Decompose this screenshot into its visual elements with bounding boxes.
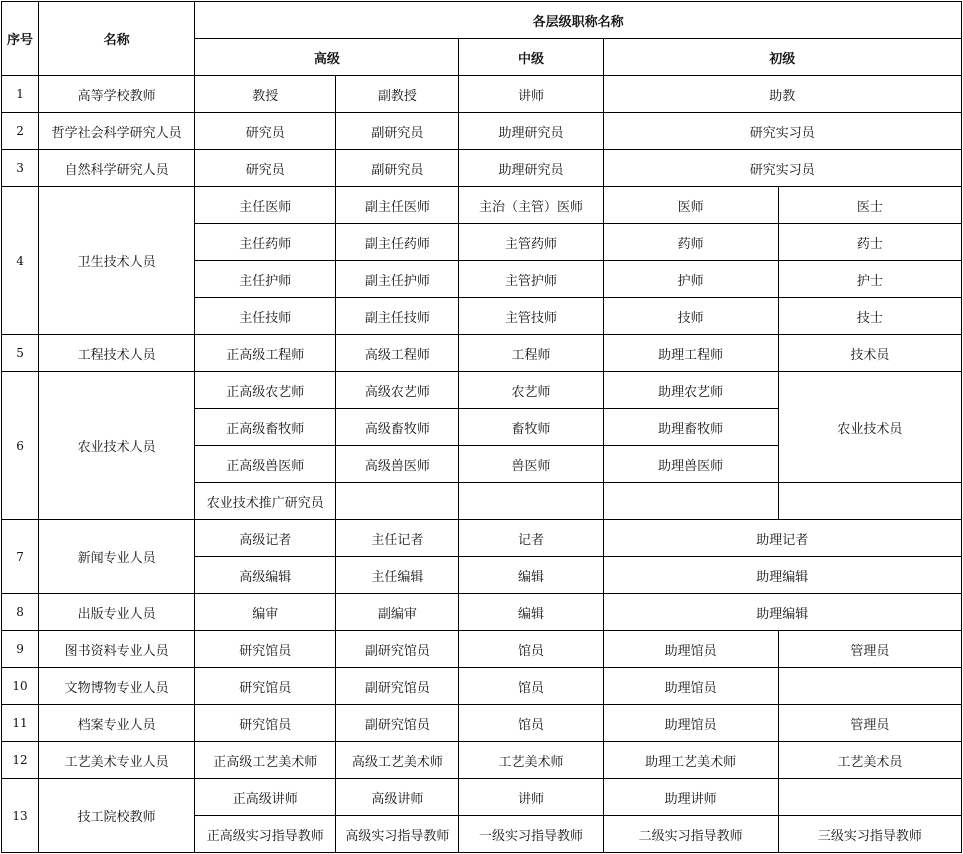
- cell-junior-a: 药师: [603, 224, 778, 261]
- table-row: [2, 520, 962, 557]
- cell-junior-a: 助理工艺美术师: [603, 742, 778, 779]
- cell-senior-full: 正高级农艺师: [195, 372, 336, 409]
- cell-middle: 主管药师: [459, 224, 603, 261]
- cell-middle: 助理研究员: [459, 113, 603, 150]
- cell-junior: 助理编辑: [603, 594, 961, 631]
- cell-junior-b: 医士: [778, 187, 961, 224]
- cell-junior-a: 助理兽医师: [603, 446, 778, 483]
- table-row: [2, 335, 962, 372]
- cell-senior-full: 主任医师: [195, 187, 336, 224]
- table-row: [2, 76, 962, 113]
- cell-middle: 馆员: [459, 705, 603, 742]
- cell-senior-deputy: 高级农艺师: [336, 372, 459, 409]
- cell-junior-b: 技术员: [778, 335, 961, 372]
- table-row: [2, 187, 962, 224]
- row-seq: 11: [2, 705, 39, 742]
- cell-senior-deputy: 副主任药师: [336, 224, 459, 261]
- cell-junior-b: 护士: [778, 261, 961, 298]
- header-senior: 高级: [195, 39, 459, 76]
- cell-senior-full: 教授: [195, 76, 336, 113]
- row-name: 图书资料专业人员: [39, 631, 195, 668]
- table-row: [2, 113, 962, 150]
- cell-senior-deputy: 主任记者: [336, 520, 459, 557]
- cell-junior-b: 管理员: [778, 705, 961, 742]
- cell-senior-full: 研究馆员: [195, 705, 336, 742]
- cell-middle: 主管技师: [459, 298, 603, 335]
- cell-middle: 编辑: [459, 557, 603, 594]
- cell-senior-deputy: 副研究馆员: [336, 631, 459, 668]
- cell-middle: 农艺师: [459, 372, 603, 409]
- cell-senior-deputy: 高级畜牧师: [336, 409, 459, 446]
- row-name: 高等学校教师: [39, 76, 195, 113]
- header-titles: 各层级职称名称: [195, 2, 962, 39]
- cell-junior-a: 医师: [603, 187, 778, 224]
- cell-senior-full: 高级记者: [195, 520, 336, 557]
- table-row: [2, 779, 962, 816]
- cell-junior-b: 工艺美术员: [778, 742, 961, 779]
- cell-junior-a: 助理讲师: [603, 779, 778, 816]
- row-name: 技工院校教师: [39, 779, 195, 853]
- cell-senior-deputy: 副主任医师: [336, 187, 459, 224]
- cell-senior-deputy: [336, 483, 459, 520]
- cell-senior-deputy: 主任编辑: [336, 557, 459, 594]
- cell-junior-a: 助理工程师: [603, 335, 778, 372]
- cell-middle: 助理研究员: [459, 150, 603, 187]
- cell-senior-full: 高级编辑: [195, 557, 336, 594]
- cell-senior-full: 正高级实习指导教师: [195, 816, 336, 853]
- cell-junior-a: 助理馆员: [603, 705, 778, 742]
- cell-junior-b: [778, 483, 961, 520]
- header-middle: 中级: [459, 39, 603, 76]
- cell-middle: 畜牧师: [459, 409, 603, 446]
- cell-middle: 馆员: [459, 631, 603, 668]
- row-seq: 13: [2, 779, 39, 853]
- row-name: 新闻专业人员: [39, 520, 195, 594]
- title-table: [1, 1, 962, 853]
- cell-junior: 研究实习员: [603, 150, 961, 187]
- cell-junior: 助理编辑: [603, 557, 961, 594]
- header-name: 名称: [39, 2, 195, 76]
- cell-senior-deputy: 副研究员: [336, 113, 459, 150]
- cell-junior-a: [603, 483, 778, 520]
- row-seq: 8: [2, 594, 39, 631]
- cell-middle: 编辑: [459, 594, 603, 631]
- table-row: [2, 372, 962, 409]
- cell-middle: 记者: [459, 520, 603, 557]
- cell-senior-deputy: 高级讲师: [336, 779, 459, 816]
- cell-senior-deputy: 高级工艺美术师: [336, 742, 459, 779]
- row-seq: 12: [2, 742, 39, 779]
- cell-senior-full: 正高级工程师: [195, 335, 336, 372]
- row-seq: 3: [2, 150, 39, 187]
- cell-junior-b: 技士: [778, 298, 961, 335]
- table-row: [2, 668, 962, 705]
- cell-junior: 研究实习员: [603, 113, 961, 150]
- cell-senior-full: 研究员: [195, 150, 336, 187]
- cell-middle: 讲师: [459, 779, 603, 816]
- row-name: 卫生技术人员: [39, 187, 195, 335]
- row-name: 哲学社会科学研究人员: [39, 113, 195, 150]
- row-name: 农业技术人员: [39, 372, 195, 520]
- row-seq: 6: [2, 372, 39, 520]
- cell-junior-a: 护师: [603, 261, 778, 298]
- cell-senior-deputy: 副研究员: [336, 150, 459, 187]
- row-seq: 5: [2, 335, 39, 372]
- cell-middle: 讲师: [459, 76, 603, 113]
- header-seq: 序号: [2, 2, 39, 76]
- row-name: 文物博物专业人员: [39, 668, 195, 705]
- cell-senior-full: 研究馆员: [195, 668, 336, 705]
- row-seq: 2: [2, 113, 39, 150]
- cell-middle: 馆员: [459, 668, 603, 705]
- cell-senior-deputy: 副研究馆员: [336, 668, 459, 705]
- row-name: 工艺美术专业人员: [39, 742, 195, 779]
- cell-senior-full: 主任护师: [195, 261, 336, 298]
- cell-senior-full: 正高级畜牧师: [195, 409, 336, 446]
- cell-senior-full: 主任技师: [195, 298, 336, 335]
- cell-senior-deputy: 副主任技师: [336, 298, 459, 335]
- cell-senior-deputy: 高级实习指导教师: [336, 816, 459, 853]
- row-seq: 10: [2, 668, 39, 705]
- row-seq: 1: [2, 76, 39, 113]
- table-row: [2, 594, 962, 631]
- cell-junior-b: 三级实习指导教师: [778, 816, 961, 853]
- cell-middle: 主管护师: [459, 261, 603, 298]
- row-name: 自然科学研究人员: [39, 150, 195, 187]
- cell-junior-a: 助理畜牧师: [603, 409, 778, 446]
- cell-middle: [459, 483, 603, 520]
- row-name: 档案专业人员: [39, 705, 195, 742]
- table-row: [2, 631, 962, 668]
- cell-middle: 工艺美术师: [459, 742, 603, 779]
- row-seq: 4: [2, 187, 39, 335]
- cell-junior: 助理记者: [603, 520, 961, 557]
- cell-junior-a: 助理馆员: [603, 668, 778, 705]
- cell-senior-deputy: 副研究馆员: [336, 705, 459, 742]
- cell-junior-b: [778, 779, 961, 816]
- cell-senior-full: 正高级工艺美术师: [195, 742, 336, 779]
- cell-senior-deputy: 副编审: [336, 594, 459, 631]
- header-junior: 初级: [603, 39, 961, 76]
- cell-senior-full: 研究馆员: [195, 631, 336, 668]
- cell-junior-a: 二级实习指导教师: [603, 816, 778, 853]
- row-seq: 9: [2, 631, 39, 668]
- cell-senior-deputy: 高级工程师: [336, 335, 459, 372]
- cell-middle: 主治（主管）医师: [459, 187, 603, 224]
- cell-middle: 工程师: [459, 335, 603, 372]
- cell-senior-deputy: 副主任护师: [336, 261, 459, 298]
- row-name: 出版专业人员: [39, 594, 195, 631]
- table-row: [2, 742, 962, 779]
- cell-junior: 助教: [603, 76, 961, 113]
- cell-junior-a: 助理农艺师: [603, 372, 778, 409]
- table-row: [2, 150, 962, 187]
- cell-junior-b: 管理员: [778, 631, 961, 668]
- cell-middle: 一级实习指导教师: [459, 816, 603, 853]
- cell-senior-full: 编审: [195, 594, 336, 631]
- cell-senior-deputy: 高级兽医师: [336, 446, 459, 483]
- cell-senior-full: 主任药师: [195, 224, 336, 261]
- cell-middle: 兽医师: [459, 446, 603, 483]
- cell-junior-b: 农业技术员: [778, 372, 961, 483]
- cell-senior-full: 正高级兽医师: [195, 446, 336, 483]
- row-name: 工程技术人员: [39, 335, 195, 372]
- cell-senior-full: 正高级讲师: [195, 779, 336, 816]
- cell-junior-a: 助理馆员: [603, 631, 778, 668]
- cell-junior-b: [778, 668, 961, 705]
- row-seq: 7: [2, 520, 39, 594]
- table-row: [2, 705, 962, 742]
- cell-senior-deputy: 副教授: [336, 76, 459, 113]
- cell-junior-b: 药士: [778, 224, 961, 261]
- cell-junior-a: 技师: [603, 298, 778, 335]
- cell-senior-full: 研究员: [195, 113, 336, 150]
- cell-senior-full: 农业技术推广研究员: [195, 483, 336, 520]
